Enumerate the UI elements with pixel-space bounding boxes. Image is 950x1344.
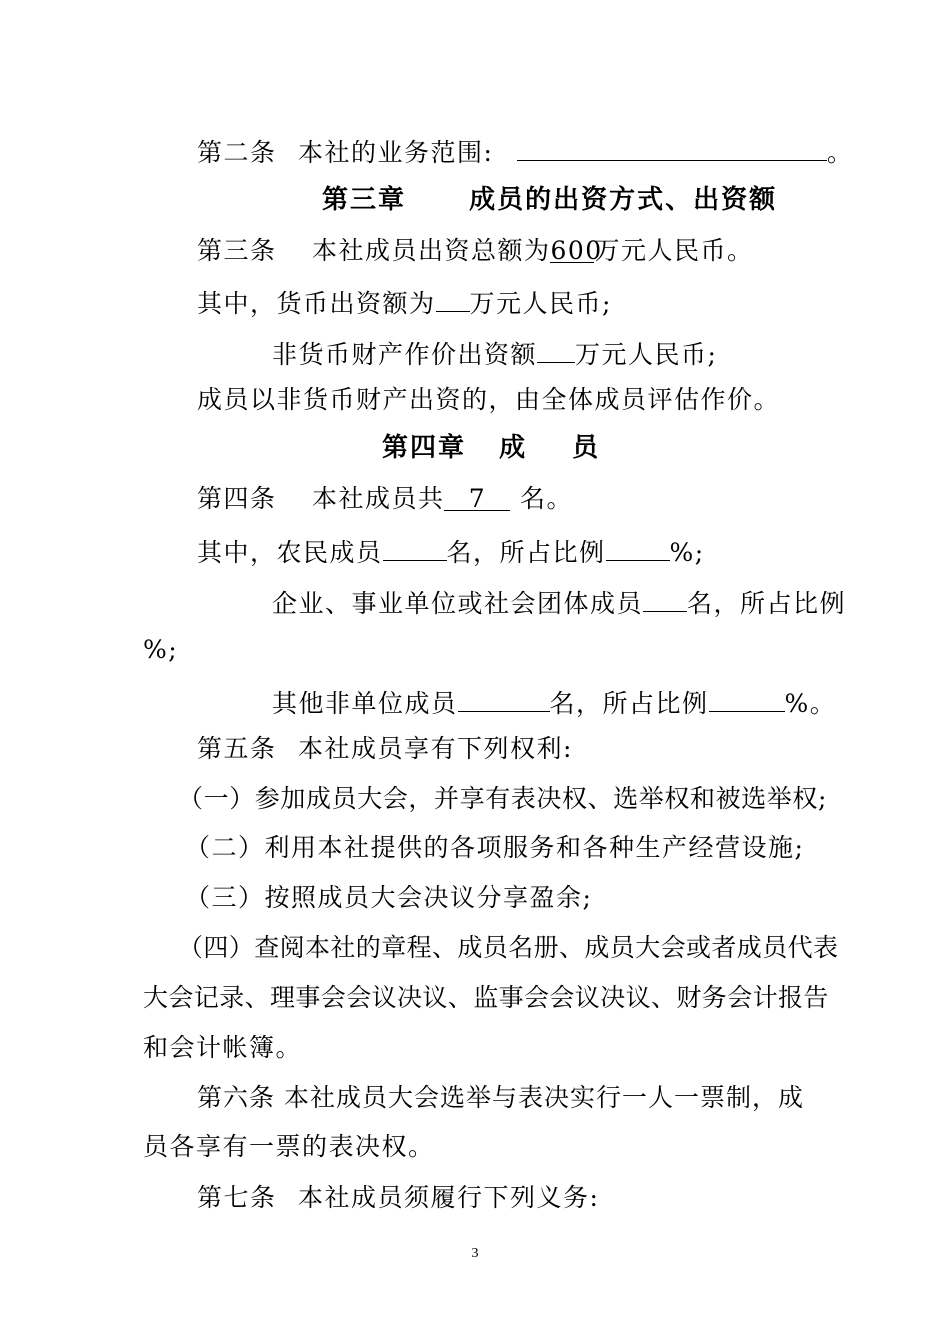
- right-3-line: [185, 883, 592, 913]
- right-4-text-1: （四）查阅本社的章程、成员名册、成员大会或者成员代表: [178, 933, 839, 962]
- cash-contribution-unit: 万元人民币;: [469, 289, 612, 318]
- right-4-line-2: [143, 983, 829, 1013]
- article-3-text-before: 本社成员出资总额为: [311, 236, 551, 265]
- farmer-members-line: [197, 534, 705, 568]
- chapter-4-char-2: 员: [572, 433, 601, 463]
- article-7-label: 第七条: [197, 1183, 277, 1212]
- chapter-3-title: 第三章: [322, 185, 407, 215]
- chapter-3-subtitle: 成员的出资方式、出资额: [469, 185, 778, 215]
- farmer-count-blank: [383, 534, 447, 561]
- article-4-text-after: 名。: [519, 484, 573, 513]
- article-6-text-1: 第六条 本社成员大会选举与表决实行一人一票制，成: [197, 1083, 804, 1112]
- farmer-ratio-unit: %;: [669, 538, 705, 567]
- noncash-contribution-blank: [537, 336, 575, 363]
- member-count-value: 7: [444, 484, 510, 511]
- other-ratio-text: 名，所占比例: [549, 689, 709, 718]
- chapter-4-char-1: 成: [499, 433, 528, 463]
- right-4-line-1: [178, 933, 838, 963]
- article-4-text-before: 本社成员共: [311, 484, 445, 513]
- noncash-contribution-unit: 万元人民币;: [575, 340, 718, 369]
- article-5-line: [197, 734, 573, 764]
- article-6-line-2: [143, 1132, 435, 1162]
- article-2-label: 第二条: [197, 138, 277, 167]
- valuation-line: [197, 385, 780, 415]
- chapter-3-heading: [322, 185, 777, 215]
- enterprise-ratio-unit: %;: [143, 635, 179, 664]
- noncash-contribution-line: [272, 336, 717, 370]
- enterprise-members-line: [272, 585, 846, 619]
- enterprise-ratio-line: [143, 635, 178, 665]
- other-ratio-blank: [709, 685, 785, 712]
- article-4-line: [197, 484, 573, 514]
- cash-contribution-line: [197, 285, 612, 319]
- enterprise-members-text: 企业、事业单位或社会团体成员: [272, 589, 644, 618]
- noncash-contribution-text: 非货币财产作价出资额: [272, 340, 538, 369]
- article-2-end: 。: [826, 138, 854, 167]
- right-4-text-3: 和会计帐簿。: [143, 1033, 303, 1062]
- other-ratio-unit: %。: [784, 689, 837, 718]
- article-3-line: [197, 236, 754, 266]
- article-7-line: [197, 1183, 599, 1213]
- farmer-ratio-blank: [606, 534, 670, 561]
- article-2-text: 本社的业务范围:: [297, 138, 494, 167]
- other-members-line: [272, 685, 836, 719]
- other-count-blank: [458, 685, 550, 712]
- right-4-text-2: 大会记录、理事会会议决议、监事会会议决议、财务会计报告: [143, 983, 829, 1012]
- right-2-line: [185, 833, 804, 863]
- farmer-ratio-text: 名，所占比例: [446, 538, 606, 567]
- article-5-label: 第五条: [197, 734, 277, 763]
- right-3-text: （三）按照成员大会决议分享盈余;: [185, 883, 593, 912]
- chapter-4-title: 第四章: [382, 433, 467, 463]
- article-3-text-after: 万元人民币。: [594, 236, 754, 265]
- other-members-text: 其他非单位成员: [272, 689, 458, 718]
- total-contribution-value: 600: [550, 236, 603, 265]
- enterprise-count-blank: [643, 585, 687, 612]
- chapter-4-heading: [382, 433, 600, 463]
- valuation-text: 成员以非货币财产出资的，由全体成员评估作价。: [197, 385, 781, 414]
- article-6-text-2: 员各享有一票的表决权。: [143, 1132, 435, 1161]
- right-4-line-3: [143, 1033, 302, 1063]
- article-4-label: 第四条: [197, 484, 277, 513]
- cash-contribution-blank: [436, 285, 470, 312]
- article-6-line-1: [197, 1083, 804, 1113]
- enterprise-ratio-text: 名，所占比例: [687, 589, 847, 618]
- right-1-text: （一）参加成员大会，并享有表决权、选举权和被选举权;: [178, 784, 828, 813]
- article-7-text: 本社成员须履行下列义务:: [297, 1183, 600, 1212]
- article-3-label: 第三条: [197, 236, 277, 265]
- business-scope-blank: [517, 134, 827, 161]
- article-2-line: [197, 134, 853, 168]
- right-2-text: （二）利用本社提供的各项服务和各种生产经营设施;: [185, 833, 805, 862]
- right-1-line: [178, 784, 827, 814]
- farmer-members-text: 其中，农民成员: [197, 538, 383, 567]
- page-number: 3: [471, 1246, 479, 1261]
- article-5-text: 本社成员享有下列权利:: [297, 734, 573, 763]
- cash-contribution-text: 其中，货币出资额为: [197, 289, 436, 318]
